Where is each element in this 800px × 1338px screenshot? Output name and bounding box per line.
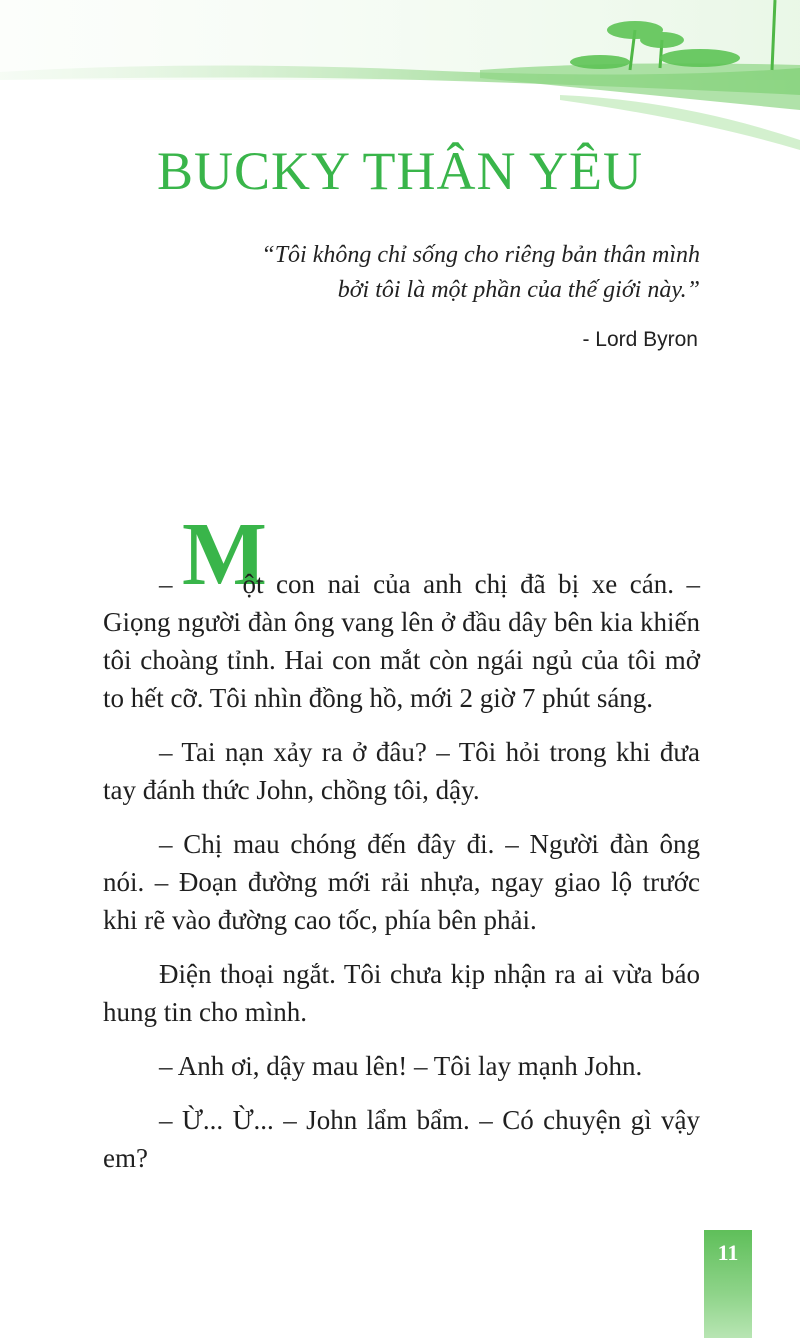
- chapter-title: BUCKY THÂN YÊU: [157, 141, 643, 201]
- paragraph-6: – Ừ... Ừ... – John lẩm bẩm. – Có chuyện gì vậy em?: [103, 1105, 700, 1173]
- epigraph-line-1: “Tôi không chỉ sống cho riêng bản thân mình: [261, 242, 700, 268]
- epigraph-author: - Lord Byron: [582, 328, 698, 351]
- paragraph-3: – Chị mau chóng đến đây đi. – Người đàn ông nói. – Đoạn đường mới rải nhựa, ngay giao lộ trước khi rẽ vào đường cao tốc, phía bên phải.: [103, 829, 700, 935]
- chapter-body: [103, 565, 700, 1193]
- epigraph-quote: [140, 238, 700, 308]
- header-landscape-illustration: [0, 0, 800, 150]
- paragraph-2: – Tai nạn xảy ra ở đâu? – Tôi hỏi trong khi đưa tay đánh thức John, chồng tôi, dậy.: [103, 737, 700, 805]
- drop-cap-letter: M: [182, 505, 267, 604]
- page-number-tab: [704, 1230, 752, 1338]
- page-number: 11: [717, 1240, 739, 1265]
- paragraph-5: – Anh ơi, dậy mau lên! – Tôi lay mạnh John.: [159, 1051, 643, 1081]
- paragraph-1: – ột con nai của anh chị đã bị xe cán. – Giọng người đàn ông vang lên ở đầu dây bên kia khiến tôi choàng tỉnh. Hai con mắt còn ngái ngủ của tôi mở to hết cỡ. Tôi nhìn đồng hồ, mới 2 giờ 7 phút sáng.: [103, 569, 700, 713]
- epigraph-line-2: bởi tôi là một phần của thế giới này.”: [337, 277, 700, 303]
- paragraph-4: Điện thoại ngắt. Tôi chưa kịp nhận ra ai vừa báo hung tin cho mình.: [103, 959, 700, 1027]
